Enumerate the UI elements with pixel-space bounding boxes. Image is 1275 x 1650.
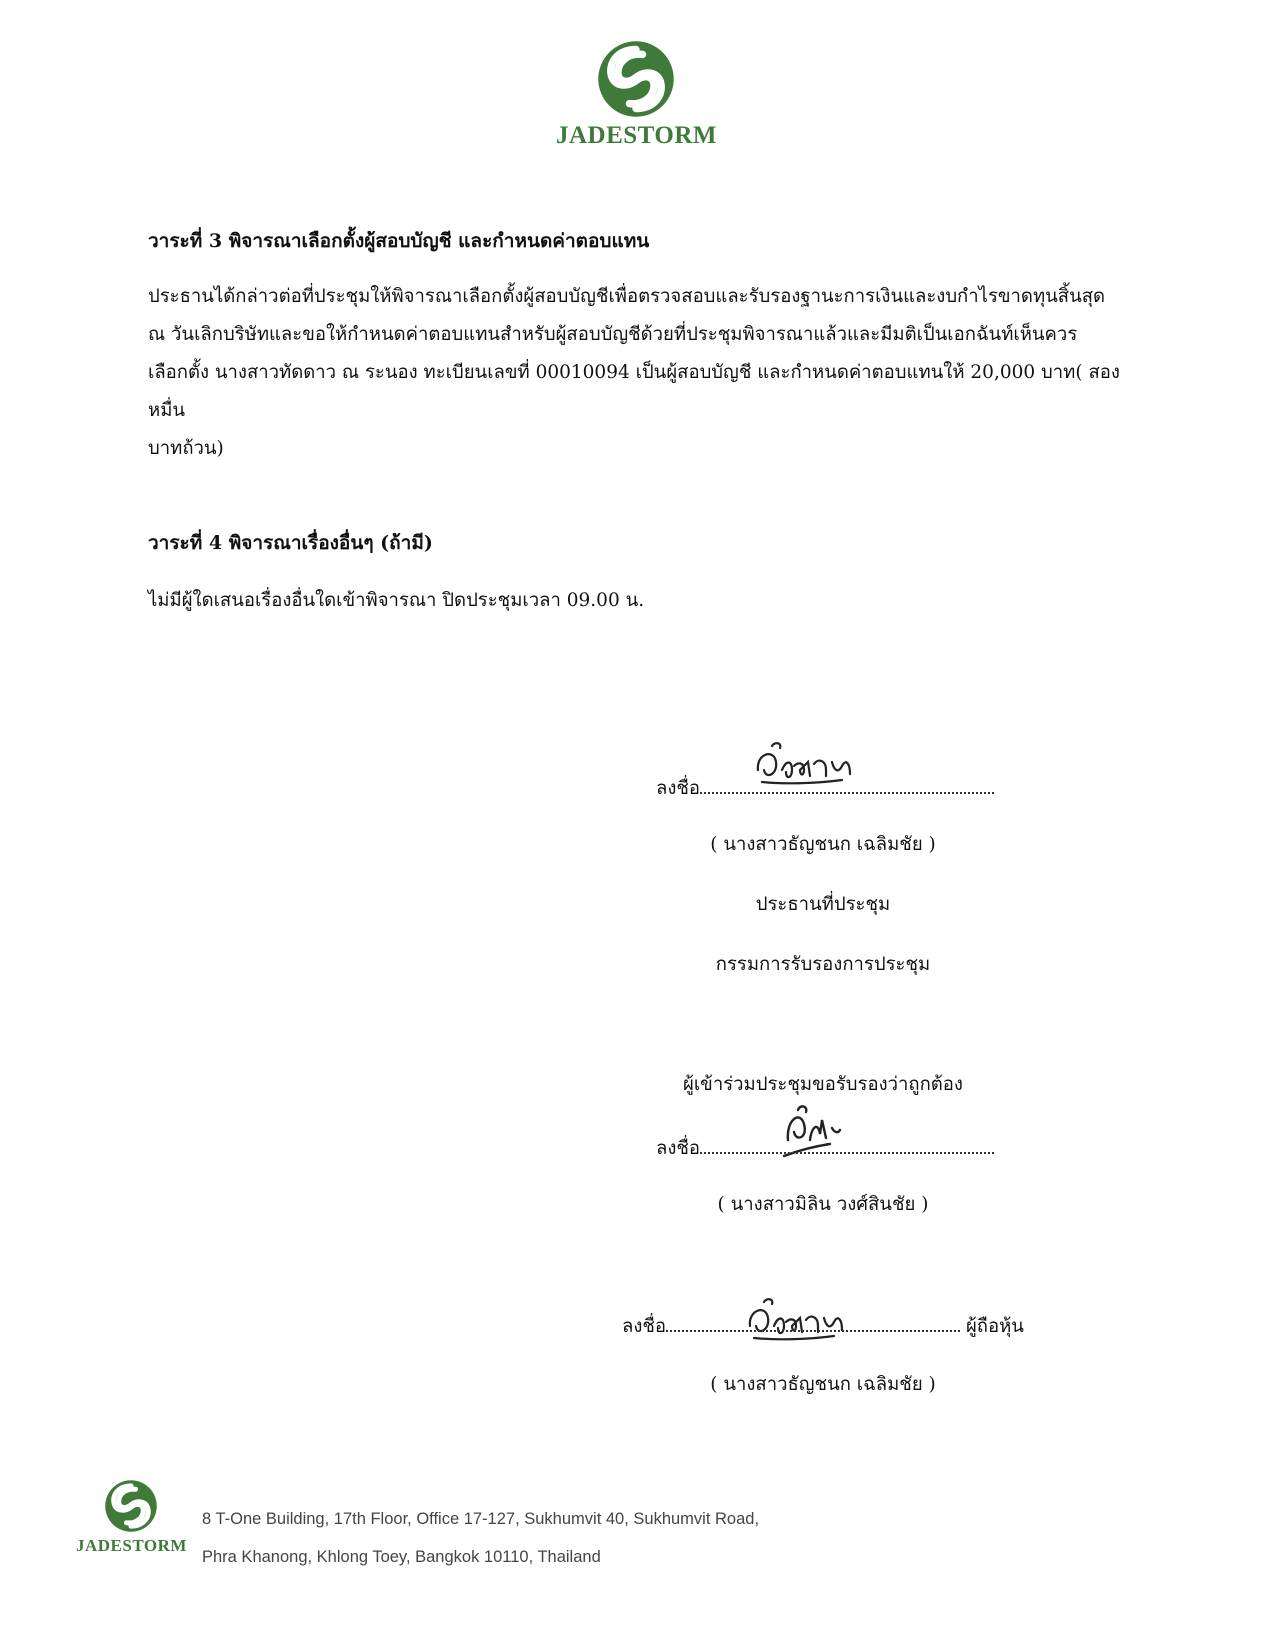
agenda4-body: ไม่มีผู้ใดเสนอเรื่องอื่นใดเข้าพิจารณา ปิดประชุมเวลา 09.00 น. bbox=[148, 590, 645, 611]
attendee-name: ( นางสาวมิลิน วงศ์สินชัย ) bbox=[717, 1194, 929, 1215]
header-logo bbox=[556, 38, 716, 150]
attendee-sign-dots bbox=[700, 1151, 994, 1154]
agenda3-body bbox=[148, 278, 1138, 468]
footer-address-line-2: Phra Khanong, Khlong Toey, Bangkok 10110, Thailand bbox=[202, 1548, 601, 1566]
footer-logo bbox=[76, 1478, 186, 1556]
chair-role-2: กรรมการรับรองการประชุม bbox=[715, 954, 931, 975]
attendee-sign-line bbox=[656, 1134, 994, 1163]
shareholder-sign-line bbox=[622, 1312, 1024, 1341]
jadestorm-swirl-icon bbox=[595, 38, 677, 120]
footer-address-line-1: 8 T-One Building, 17th Floor, Office 17-127, Sukhumvit 40, Sukhumvit Road, bbox=[202, 1510, 760, 1528]
chair-sign-line bbox=[656, 774, 994, 803]
shareholder-name: ( นางสาวธัญชนก เฉลิมชัย ) bbox=[710, 1374, 936, 1395]
shareholder-sign-dots bbox=[666, 1329, 960, 1332]
chair-sign-dots bbox=[700, 791, 994, 794]
jadestorm-swirl-icon bbox=[103, 1478, 159, 1534]
agenda3-heading: วาระที่ 3 พิจารณาเลือกตั้งผู้สอบบัญชี และกำหนดค่าตอบแทน bbox=[148, 230, 650, 252]
agenda3-line-4: บาทถ้วน) bbox=[148, 438, 224, 459]
chair-role-1: ประธานที่ประชุม bbox=[755, 894, 891, 915]
shareholder-suffix: ผู้ถือหุ้น bbox=[965, 1316, 1024, 1337]
header-logo-text: JADESTORM bbox=[556, 122, 718, 149]
agenda4-heading: วาระที่ 4 พิจารณาเรื่องอื่นๆ (ถ้ามี) bbox=[148, 532, 433, 554]
attendee-caption: ผู้เข้าร่วมประชุมขอรับรองว่าถูกต้อง bbox=[683, 1074, 963, 1095]
agenda3-line-2: ณ วันเลิกบริษัทและขอให้กำหนดค่าตอบแทนสำหรับผู้สอบบัญชีด้วยที่ประชุมพิจารณาแล้วและมีมติเป็นเอกฉันท์เห็นควร bbox=[148, 324, 1078, 345]
attendee-sign-label: ลงชื่อ bbox=[656, 1138, 701, 1159]
footer-logo-text: JADESTORM bbox=[76, 1536, 187, 1555]
agenda3-line-1: ประธานได้กล่าวต่อที่ประชุมให้พิจารณาเลือกตั้งผู้สอบบัญชีเพื่อตรวจสอบและรับรองฐานะการเงินและงบกำไรขาดทุนสิ้นสุด bbox=[148, 286, 1106, 307]
shareholder-sign-label: ลงชื่อ bbox=[622, 1316, 667, 1337]
chair-sign-label: ลงชื่อ bbox=[656, 778, 701, 799]
chair-name: ( นางสาวธัญชนก เฉลิมชัย ) bbox=[710, 834, 936, 855]
agenda3-line-3: เลือกตั้ง นางสาวทัดดาว ณ ระนอง ทะเบียนเลขที่ 00010094 เป็นผู้สอบบัญชี และกำหนดค่าตอบแทนให้ 20,000 บาท( สองหมื่น bbox=[148, 362, 1120, 421]
